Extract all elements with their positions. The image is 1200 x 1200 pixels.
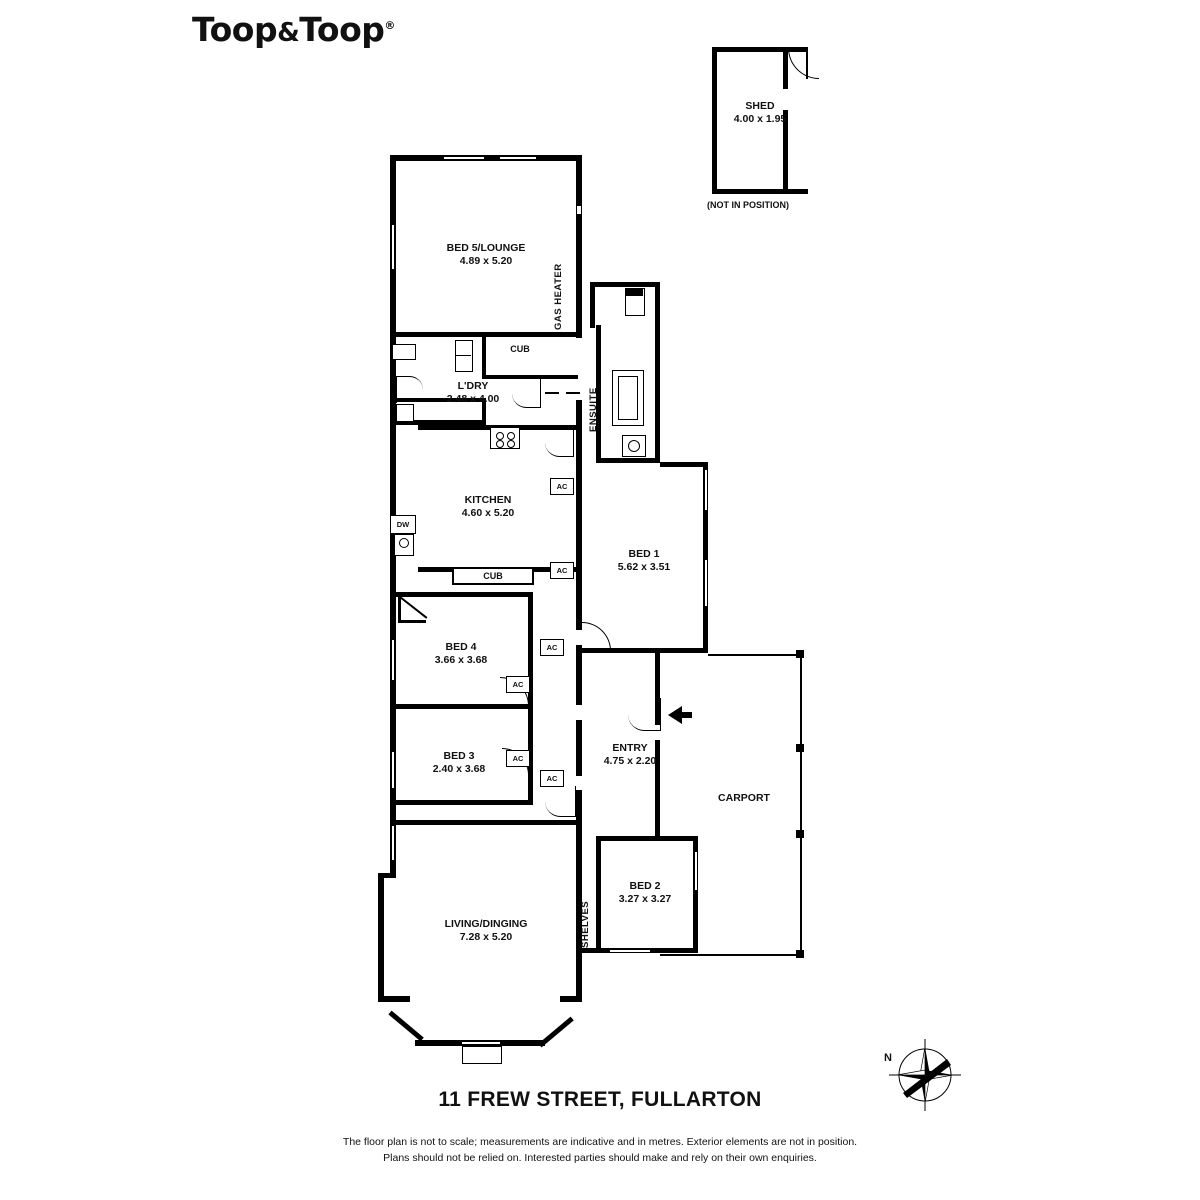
carport-post-3: [796, 830, 804, 838]
room-dims: 3.27 x 3.27: [618, 892, 672, 905]
room-name: LIVING/DINGING: [444, 918, 528, 930]
window-living-bay-bottom: [462, 1041, 500, 1045]
room-label-bed2: [592, 880, 698, 906]
carport-post-2: [796, 744, 804, 752]
wall-living-top: [390, 820, 582, 825]
kitchen-cooktop-burner-2: [507, 432, 515, 440]
living-bay-window-seat: [462, 1046, 502, 1064]
room-name: BED 2: [629, 880, 661, 892]
kitchen-cooktop-burner-4: [507, 440, 515, 448]
ac-tag-hall-1: AC: [550, 478, 574, 495]
room-label-bed3: [404, 750, 514, 776]
wall-west-bed4: [390, 594, 396, 824]
wall-east-mid-2: [576, 645, 582, 705]
room-name: BED 1: [628, 548, 660, 560]
ensuite-shower-inner: [618, 376, 638, 420]
cub-label-2: CUB: [483, 571, 503, 581]
window-bed4-west: [391, 640, 395, 680]
shed-door-leaf: [806, 47, 808, 79]
ldry-door-arrow-2: [566, 392, 580, 394]
room-dims: 5.62 x 3.51: [617, 560, 671, 573]
shed-wall-bottom: [712, 189, 808, 194]
window-bed1-east: [704, 470, 708, 510]
wall-ensuite-bottom: [596, 458, 660, 463]
wall-living-bay-diag-right: [538, 1017, 573, 1048]
wall-bed4-bottom: [390, 704, 533, 709]
ac-tag-hall-3: AC: [540, 639, 564, 656]
brand-name-part1: Toop: [192, 10, 278, 49]
page-title: 11 FREW STREET, FULLARTON: [438, 1088, 762, 1111]
room-label-carport: [700, 792, 788, 805]
kitchen-cooktop-burner-1: [496, 432, 504, 440]
window-bed3-west: [391, 752, 395, 788]
carport-outline-right: [800, 654, 802, 956]
kitchen-cooktop-burner-3: [496, 440, 504, 448]
room-name: L'DRY: [457, 380, 489, 392]
room-name: BED 3: [443, 750, 475, 762]
disclaimer-text: [0, 1134, 1200, 1167]
window-bed1-east-2: [704, 560, 708, 606]
wall-bed1-top: [660, 462, 708, 467]
ac-tag-bed3: AC: [506, 750, 530, 767]
wall-bed3-bottom: [390, 800, 533, 805]
room-label-kitchen: [432, 494, 544, 520]
window-bed5-top-1: [444, 156, 484, 160]
carport-post-1: [796, 650, 804, 658]
room-label-bed4: [406, 641, 516, 667]
hall-door-swing-kitchen: [582, 622, 611, 651]
ldry-trough: [455, 340, 473, 372]
compass-north-label: N: [884, 1052, 892, 1064]
room-name: ENTRY: [612, 742, 648, 754]
wall-bed5-top: [390, 155, 582, 161]
wall-bed1-bottom: [582, 648, 708, 653]
disclaimer-line-1: The floor plan is not to scale; measurements are indicative and in metres. Exterior elements are not in position.: [342, 1136, 858, 1148]
ac-tag-bed4: AC: [506, 676, 530, 693]
wall-east-mid-4: [576, 790, 582, 880]
wall-west-kitchen: [390, 428, 396, 598]
shelves-label: SHELVES: [580, 900, 591, 948]
wall-bed5-bottom: [390, 332, 582, 337]
gas-heater-label: GAS HEATER: [553, 263, 564, 330]
room-dims: 7.28 x 5.20: [459, 930, 513, 943]
bed4-robe-diagonal: [399, 596, 427, 619]
wall-east-bed5: [576, 155, 582, 211]
room-name: BED 5/LOUNGE: [446, 242, 526, 254]
room-label-bed5-lounge: [426, 242, 546, 268]
wall-living-bay-diag-left: [388, 1011, 423, 1042]
ldry-basin: [392, 344, 416, 360]
window-bed5-west: [391, 225, 395, 269]
wall-ldry-right: [482, 337, 486, 379]
wall-bed4-top: [390, 592, 532, 597]
window-bed5-top-2: [500, 156, 536, 160]
disclaimer-line-2: Plans should not be relied on. Interested parties should make and rely on their own enquiries.: [383, 1152, 817, 1165]
cub-label-1: CUB: [510, 344, 530, 354]
room-dims: 4.75 x 2.20: [603, 754, 657, 767]
hall-door-swing-bed2: [545, 786, 576, 817]
room-dims: 2.48 x 4.00: [446, 392, 500, 405]
registered-trademark-icon: ®: [384, 19, 395, 32]
ac-tag-hall-2: AC: [550, 562, 574, 579]
ensuite-vanity-basin: [628, 440, 640, 452]
room-label-shed: [700, 100, 820, 126]
dishwasher-tag: DW: [390, 515, 416, 534]
room-dims: 4.89 x 5.20: [459, 254, 513, 267]
carport-outline-top: [708, 654, 802, 656]
kitchen-door-swing: [545, 428, 574, 457]
room-label-entry: [578, 742, 682, 768]
bed4-robe-wall-2: [398, 620, 426, 623]
room-dims: 4.60 x 5.20: [461, 506, 515, 519]
carport-outline-bottom: [660, 954, 802, 956]
room-label-living: [426, 918, 546, 944]
entry-door-swing: [628, 698, 661, 731]
wall-west-living-lower: [378, 873, 384, 1001]
ldry-trough-divider: [455, 355, 471, 356]
bed4-robe-wall: [398, 596, 401, 622]
room-name: CARPORT: [718, 792, 770, 804]
ldry-door-swing-east: [512, 379, 541, 408]
ldry-appliance: [396, 404, 414, 422]
wall-ensuite-right: [655, 282, 660, 462]
room-label-bed1: [588, 548, 700, 574]
room-name: SHED: [745, 100, 775, 112]
room-dims: 2.40 x 3.68: [432, 762, 486, 775]
wall-east-bed5-lower: [576, 208, 582, 338]
kitchen-sink-bowl: [399, 538, 409, 548]
shed-wall-right-upper: [783, 47, 788, 89]
shed-not-in-position-note: (NOT IN POSITION): [707, 200, 789, 210]
wall-ensuite-left: [590, 282, 595, 328]
brand-ampersand: &: [277, 18, 300, 48]
shed-door-swing: [788, 48, 819, 79]
entry-direction-arrow-icon: [668, 706, 692, 724]
ensuite-label: ENSUITE: [588, 387, 599, 432]
room-dims: 4.00 x 1.95: [733, 112, 787, 125]
window-living-west: [391, 826, 395, 860]
room-dims: 3.66 x 3.68: [434, 653, 488, 666]
wall-living-bay-left: [378, 996, 410, 1002]
ldry-door-arrow: [545, 392, 559, 394]
wall-ensuite-top: [590, 282, 660, 287]
window-bed5-east: [577, 206, 581, 214]
ensuite-toilet-cistern: [625, 288, 643, 296]
brand-name-part2: Toop: [299, 10, 385, 49]
kitchen-cooktop: [490, 427, 520, 449]
ac-tag-hall-4: AC: [540, 770, 564, 787]
carport-post-4: [796, 950, 804, 958]
room-name: BED 4: [445, 641, 477, 653]
room-name: KITCHEN: [464, 494, 512, 506]
wall-east-mid-1: [576, 400, 582, 630]
wall-bed2-top: [596, 836, 698, 841]
window-bed2-south: [610, 949, 650, 953]
